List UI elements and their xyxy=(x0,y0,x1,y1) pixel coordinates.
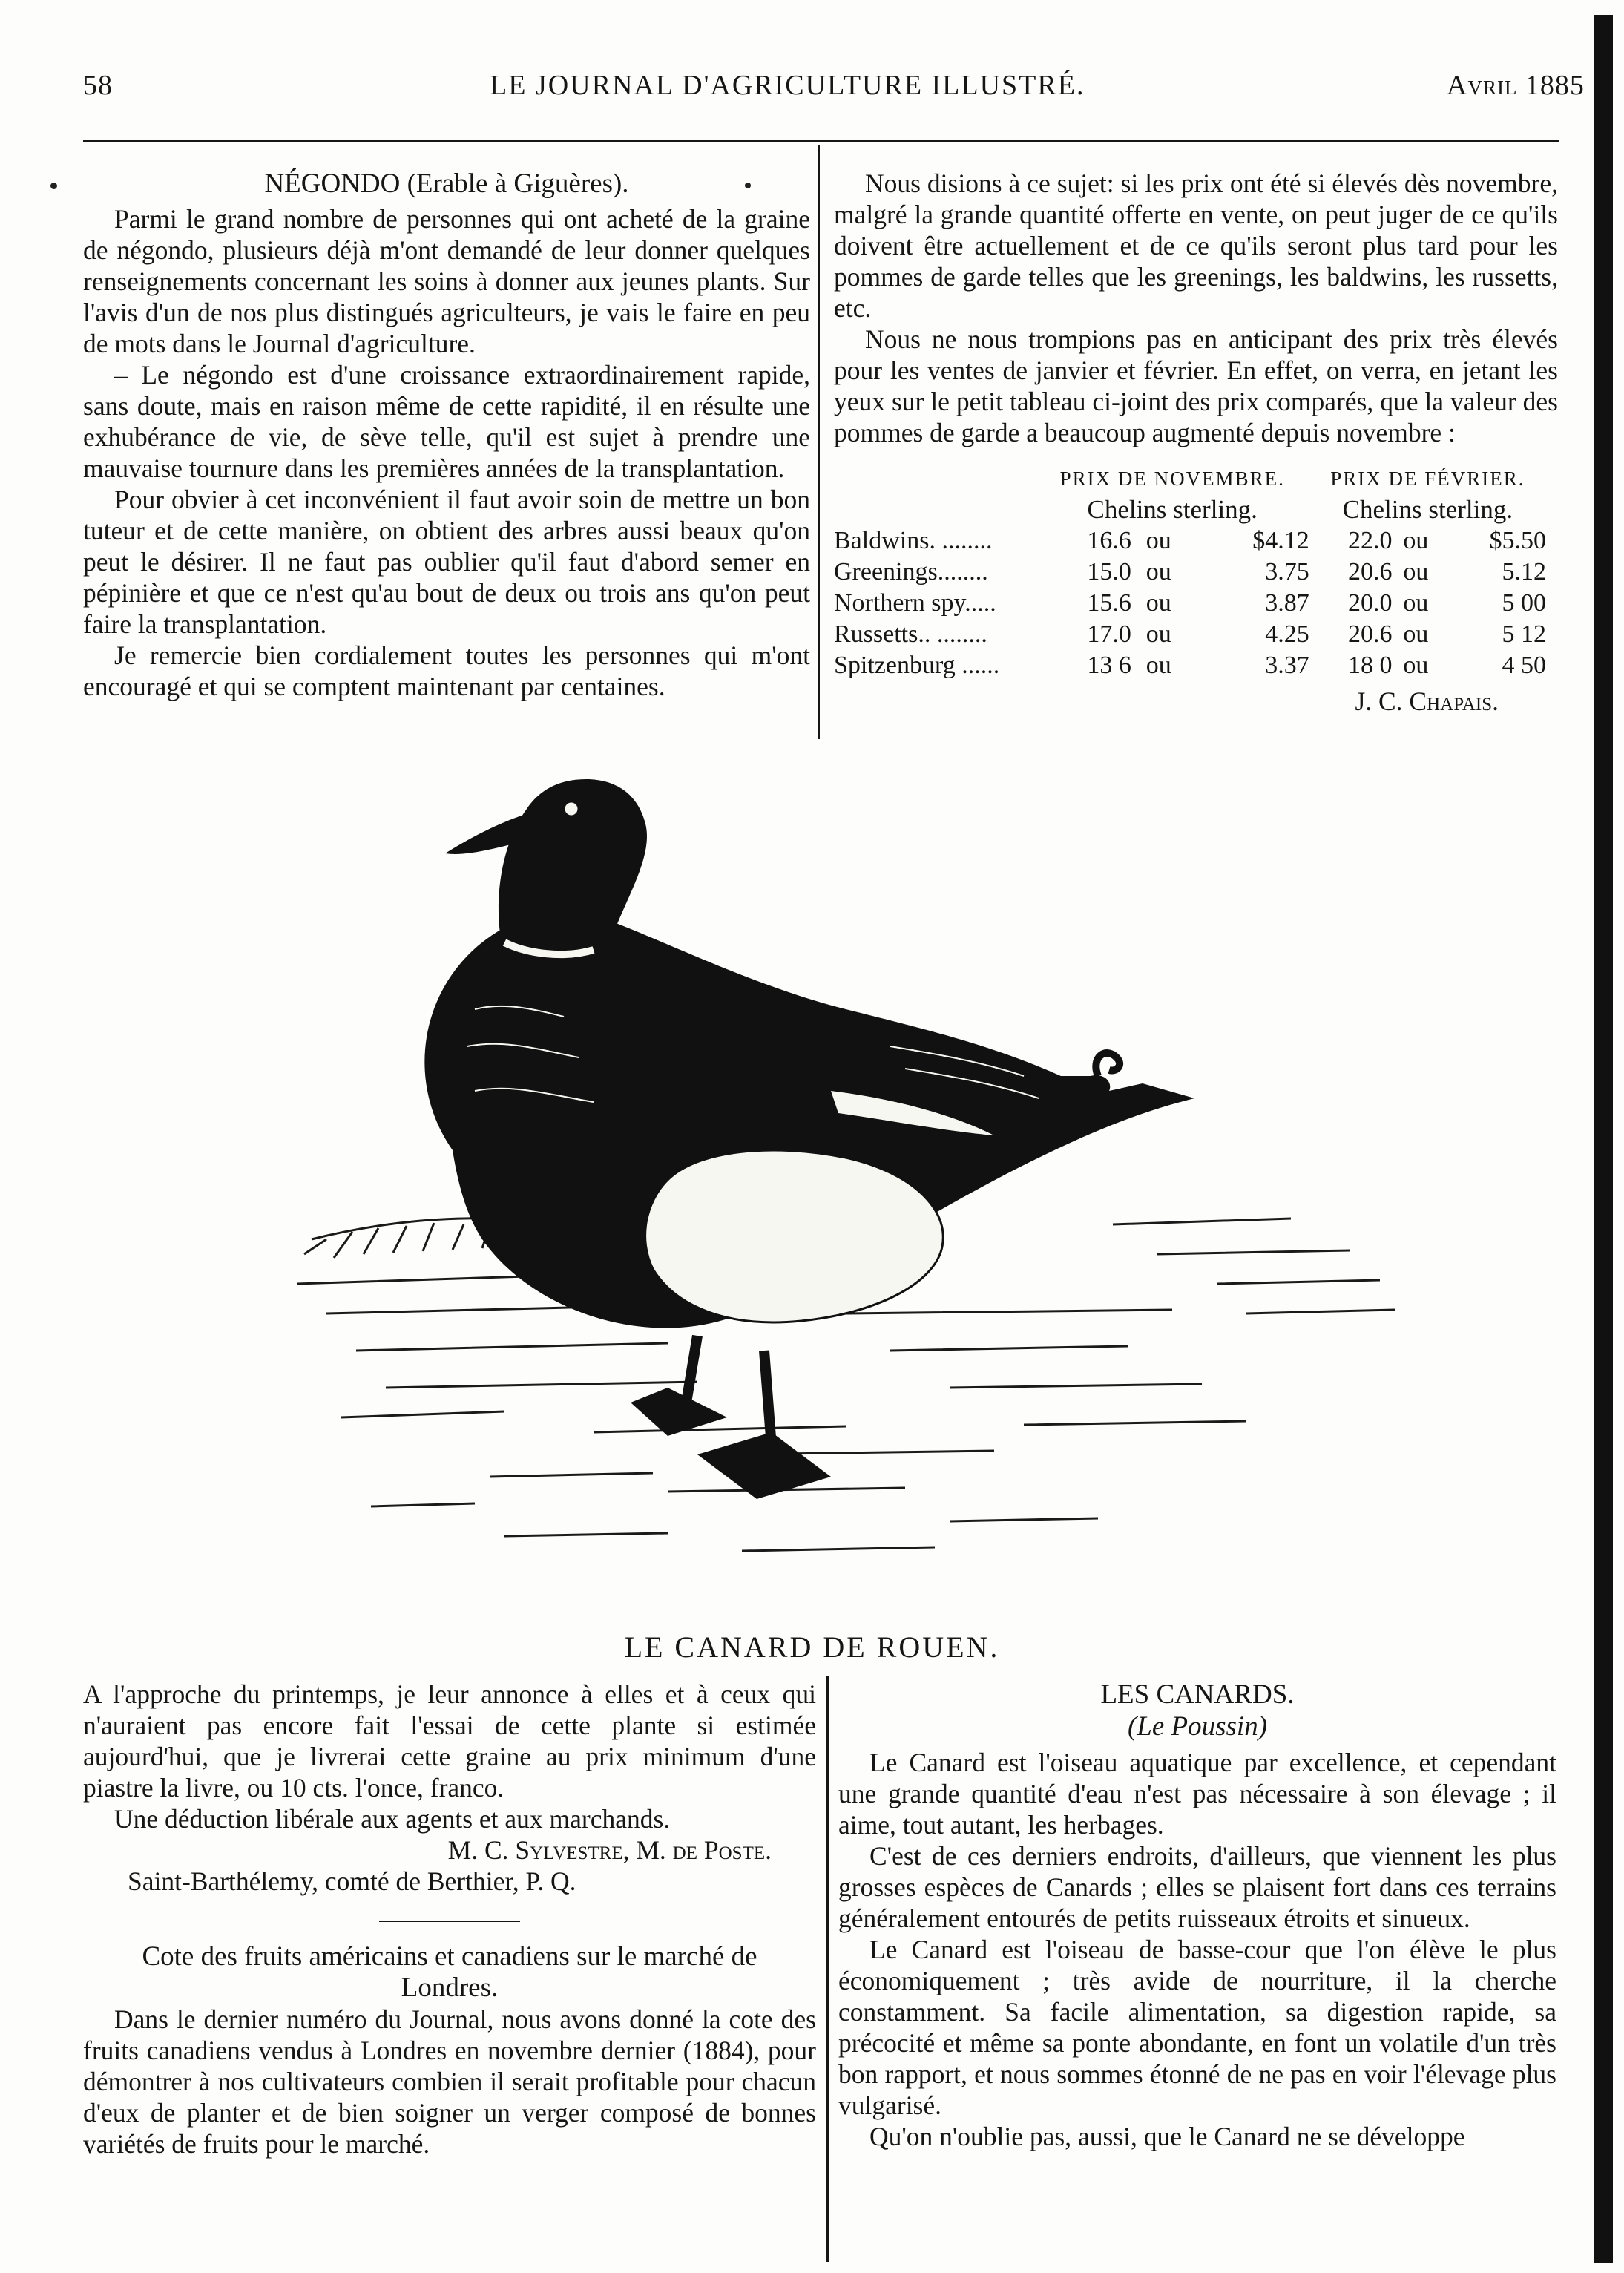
unit-label: Chelins sterling. xyxy=(1087,495,1258,524)
ink-dot xyxy=(50,183,57,189)
column-divider-bottom xyxy=(826,1676,829,2262)
cell: 5 12 xyxy=(1502,620,1546,648)
illustration-caption: LE CANARD DE ROUEN. xyxy=(624,1630,1000,1664)
header-rule xyxy=(83,140,1559,142)
paragraph: C'est de ces derniers endroits, d'ailleurs, que viennent les plus grosses espèces de Canards ; elles se plaisent fort dans ces terrains généralement entourés de petits ruisseaux étroits et sinueux. xyxy=(838,1841,1556,1933)
cell: 20.6 xyxy=(1347,620,1393,648)
column-header-november: PRIX DE NOVEMBRE. xyxy=(1059,468,1285,490)
table-row xyxy=(834,557,1546,588)
column-header-february: PRIX DE FÉVRIER. xyxy=(1330,468,1525,490)
article-title: Cote des fruits américains et canadiens sur le marché de Londres. xyxy=(142,1941,757,2003)
paragraph: Parmi le grand nombre de personnes qui ont acheté de la graine de négondo, plusieurs déjà m'ont demandé de leur donner quelques renseignements concernant les soins à donner aux jeunes plants. Sur l'avis d'un de nos plus distingués agriculteurs, je vais le faire en peu de mots dans le Journal d'agriculture. xyxy=(83,204,810,358)
cell: ou xyxy=(1145,620,1171,648)
variety-name: Greenings........ xyxy=(834,558,988,586)
cell: ou xyxy=(1145,558,1171,586)
price-table xyxy=(834,463,1546,681)
paragraph: Nous ne nous trompions pas en anticipant des prix très élevés pour les ventes de janvier et février. En effet, on verra, en jetant les yeux sur le petit tableau ci-joint des prix comparés, que la valeur des pommes de garde a beaucoup augmenté depuis novembre : xyxy=(834,324,1558,447)
cell: 3.75 xyxy=(1265,558,1309,586)
cell: 20.0 xyxy=(1347,589,1393,617)
article-negondo-continued xyxy=(83,1679,816,2159)
table-row xyxy=(834,525,1546,557)
variety-name: Northern spy..... xyxy=(834,589,996,617)
page-edge-bar xyxy=(1594,15,1613,2263)
paragraph: Nous disions à ce sujet: si les prix ont été si élevés dès novembre, malgré la grande quantité offerte en vente, on peut juger de ce qu'ils doivent être actuellement et de ce qu'ils seront plus tard pour les pommes de garde telles que les greenings, les baldwins, les russetts, etc. xyxy=(834,168,1558,323)
article-negondo xyxy=(83,168,810,702)
paragraph: Le Canard est l'oiseau aquatique par excellence, et cependant une grande quantité d'eau n'est pas nécessaire à son élevage ; il aime, tout autant, les herbages. xyxy=(838,1748,1556,1840)
paragraph: – Le négondo est d'une croissance extraordinairement rapide, sans doute, mais en raison même de cette rapidité, il en résulte une exhubérance de vie, de sève telle, qu'il est sujet à prendre une mauvaise tournure dans les premières années de la transplantation. xyxy=(83,360,810,483)
cell: $5.50 xyxy=(1489,527,1546,554)
variety-name: Baldwins. ........ xyxy=(834,527,993,554)
signature: M. C. Sylvestre, M. de Poste. xyxy=(447,1835,772,1865)
cell: 17.0 xyxy=(1087,620,1131,648)
unit-label: Chelins sterling. xyxy=(1342,495,1513,524)
cell: $4.12 xyxy=(1252,527,1309,554)
article-fruit-prices xyxy=(834,168,1558,717)
paragraph: Qu'on n'oublie pas, aussi, que le Canard ne se développe xyxy=(869,2122,1465,2151)
cell: 15.0 xyxy=(1087,558,1131,586)
cell: ou xyxy=(1145,527,1171,554)
cell: 3.87 xyxy=(1265,589,1309,617)
article-les-canards xyxy=(838,1679,1556,2152)
duck-feet xyxy=(631,1388,831,1499)
duck-eye xyxy=(564,801,579,816)
signature-location: Saint-Barthélemy, comté de Berthier, P. Q. xyxy=(128,1866,576,1896)
table-row xyxy=(834,588,1546,619)
paragraph: Le Canard est l'oiseau de basse-cour que l'on élève le plus économiquement ; très avide de nourriture, il la cherche constamment. Sa facile alimentation, sa digestion rapide, sa précocité et même sa ponte abondante, en font un volatile d'un très bon rapport, et nous sommes étonné de ne pas en voir l'élevage plus vulgarisé. xyxy=(838,1935,1556,2120)
cell: 4 50 xyxy=(1502,652,1546,679)
article-title: NÉGONDO (Erable à Giguères). xyxy=(264,168,629,199)
cell: 22.0 xyxy=(1347,527,1393,554)
article-title: LES CANARDS. xyxy=(1100,1679,1295,1710)
signature: J. C. Chapais. xyxy=(1355,686,1499,716)
page-number: 58 xyxy=(83,70,113,101)
cell: 18 0 xyxy=(1347,652,1393,679)
cell: 20.6 xyxy=(1347,558,1393,586)
paragraph: Une déduction libérale aux agents et aux marchands. xyxy=(114,1804,671,1834)
cell: 4.25 xyxy=(1265,620,1309,648)
table-row xyxy=(834,619,1546,650)
cell: 5 00 xyxy=(1502,589,1546,617)
cell: 3.37 xyxy=(1265,652,1309,679)
article-author: (Le Poussin) xyxy=(1127,1711,1268,1742)
journal-title: LE JOURNAL D'AGRICULTURE ILLUSTRÉ. xyxy=(490,70,1085,101)
cell: 5.12 xyxy=(1502,558,1546,586)
cell: ou xyxy=(1403,620,1429,648)
paragraph: Je remercie bien cordialement toutes les personnes qui m'ont encouragé et qui se comptent maintenant par centaines. xyxy=(83,640,810,701)
duck-illustration xyxy=(282,764,1410,1618)
paragraph: Pour obvier à cet inconvénient il faut avoir soin de mettre un bon tuteur et de cette manière, on obtient des arbres aussi beaux qu'on peut le désirer. Il ne faut pas oublier qu'il faut d'abord semer en pépinière et que ce n'est qu'au bout de deux ou trois ans qu'on peut faire la transplantation. xyxy=(83,485,810,639)
cell: 16.6 xyxy=(1087,527,1131,554)
column-divider-top xyxy=(818,145,820,739)
paragraph: A l'approche du printemps, je leur annonce à elles et à ceux qui n'auraient pas encore fait l'essai de cette plante si estimée aujourd'hui, que je livrerai cette graine au prix minimum d'une piastre la livre, ou 10 cts. l'once, franco. xyxy=(83,1679,816,1803)
cell: ou xyxy=(1403,652,1429,679)
variety-name: Spitzenburg ...... xyxy=(834,652,1000,679)
cell: ou xyxy=(1145,652,1171,679)
cell: ou xyxy=(1145,589,1171,617)
cell: ou xyxy=(1403,527,1429,554)
duck-white-flank xyxy=(645,1150,944,1322)
issue-date: Avril 1885 xyxy=(1447,70,1585,101)
cell: ou xyxy=(1403,558,1429,586)
cell: ou xyxy=(1403,589,1429,617)
duck-tail-curl xyxy=(1096,1053,1120,1076)
cell: 13 6 xyxy=(1087,652,1131,679)
paragraph: Dans le dernier numéro du Journal, nous avons donné la cote des fruits canadiens vendus à Londres en novembre dernier (1884), pour démontrer à nos cultivateurs combien il serait profitable pour chacun d'eux de planter et de bien soigner un verger composé de bonnes variétés de fruits pour le marché. xyxy=(83,2004,816,2159)
table-row xyxy=(834,650,1546,681)
cell: 15.6 xyxy=(1087,589,1131,617)
variety-name: Russetts.. ........ xyxy=(834,620,987,648)
section-rule xyxy=(379,1921,520,1922)
